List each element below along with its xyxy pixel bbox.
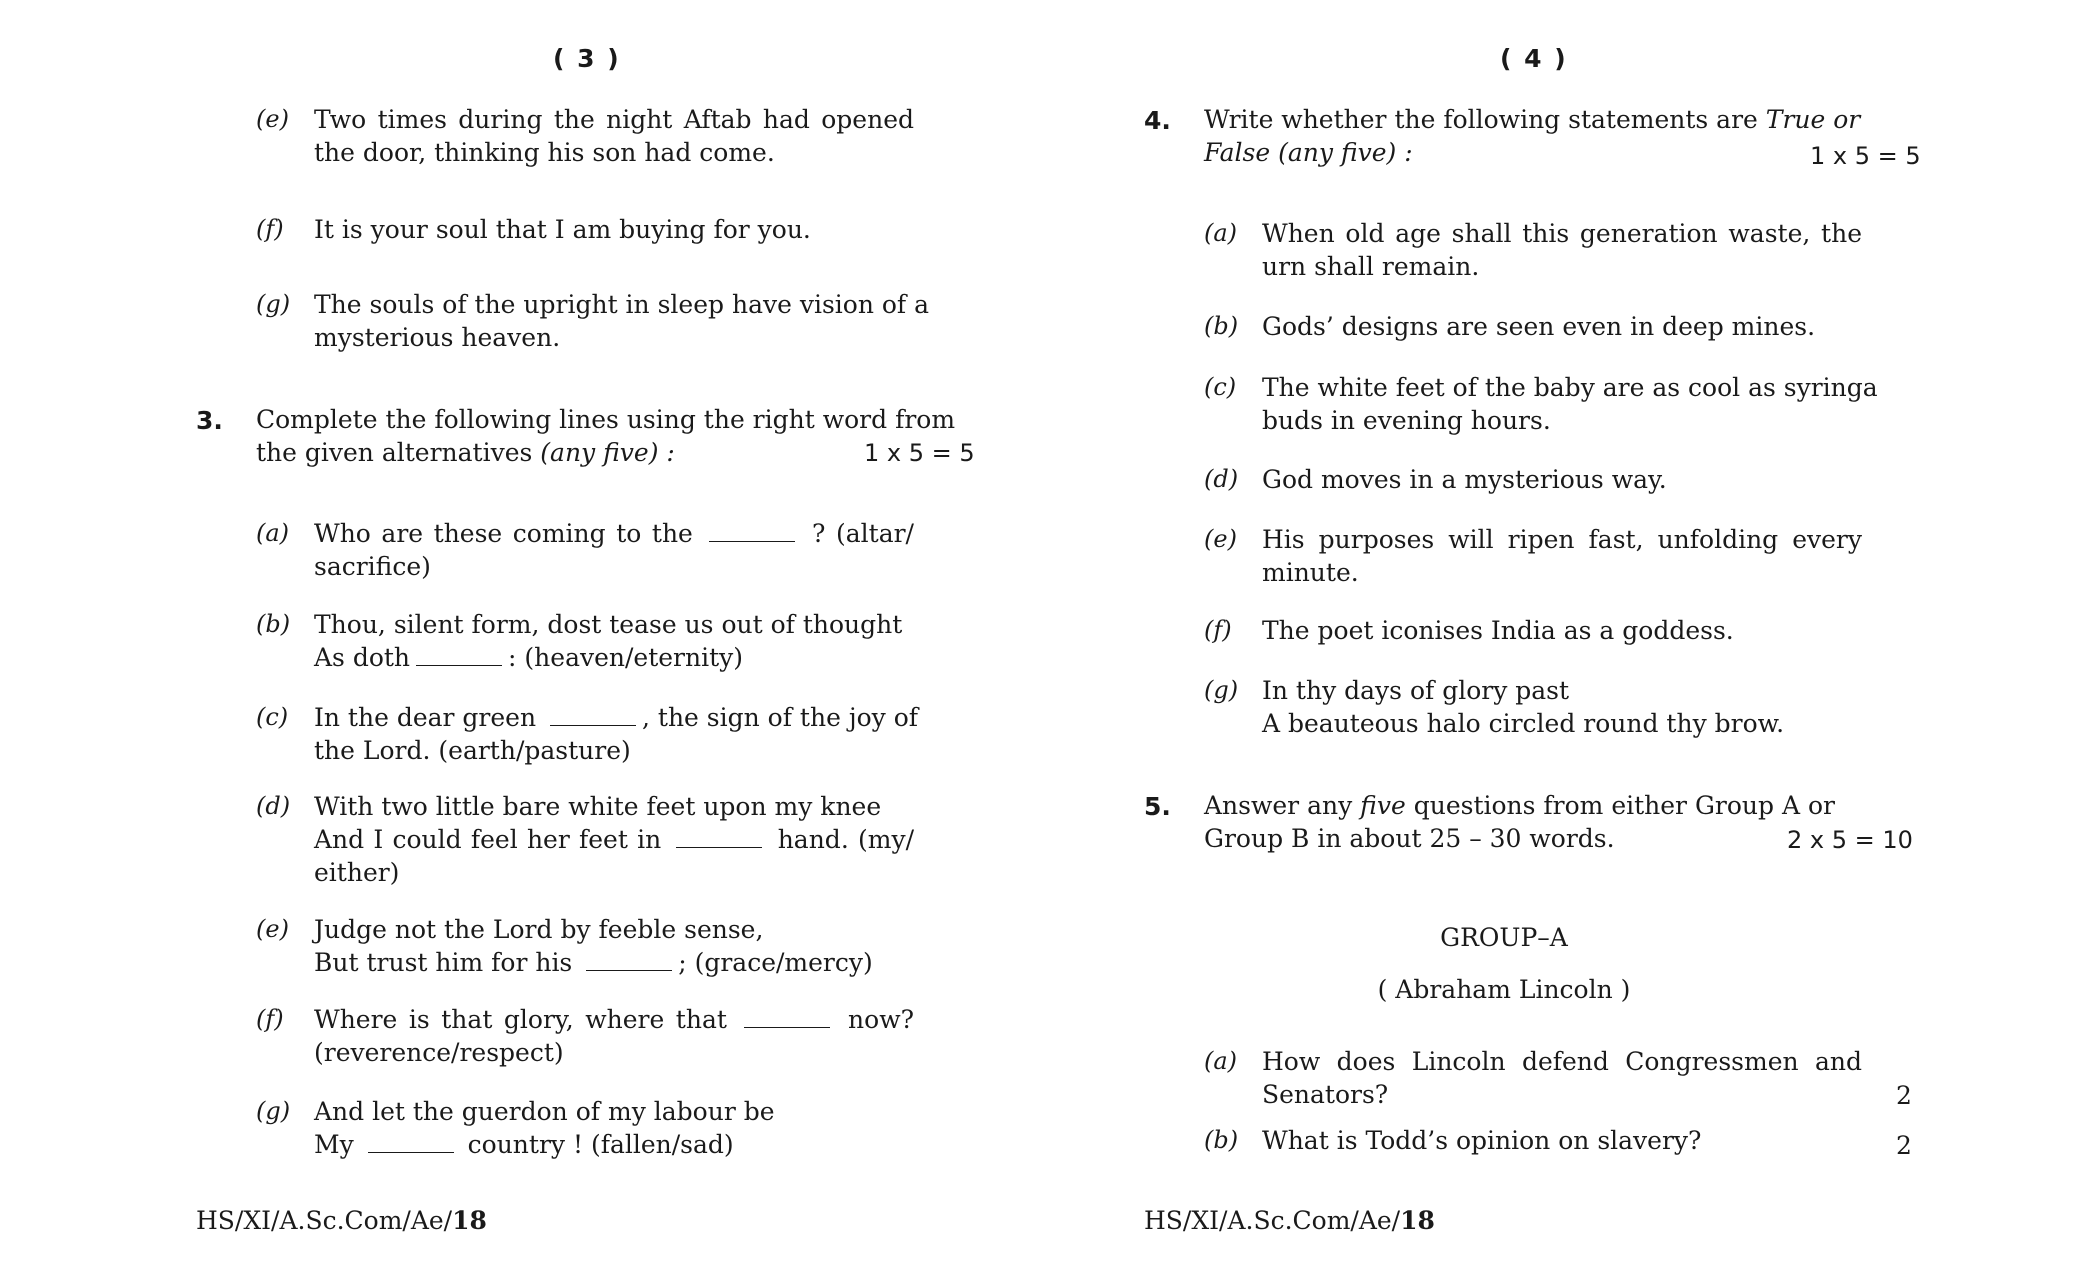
item-marks: 2	[1896, 1081, 1912, 1110]
stem-italic: five	[1360, 791, 1406, 820]
page-number: ( 4 )	[1500, 44, 1568, 73]
item-label: (a)	[1204, 1047, 1238, 1075]
fill-blank	[676, 829, 762, 848]
item-label: (f)	[256, 215, 284, 243]
stem-line: Group B in about 25 – 30 words.	[1204, 824, 1615, 853]
item-label: (c)	[256, 703, 289, 731]
stem-text: Write whether the following statements are	[1204, 105, 1758, 134]
item-text: As doth	[314, 643, 411, 672]
item-text: sacrifice)	[314, 552, 431, 581]
item-text: urn shall remain.	[1262, 252, 1480, 281]
item-label: (d)	[1204, 465, 1239, 493]
item-text: ; (grace/mercy)	[678, 948, 873, 977]
item-text: country ! (fallen/sad)	[467, 1130, 734, 1159]
stem-text: Answer any	[1204, 791, 1353, 820]
item-text: , the sign of the joy of	[642, 703, 918, 732]
item-text: the Lord. (earth/pasture)	[314, 736, 631, 765]
item-text: How does Lincoln defend Congressmen and	[1262, 1047, 1862, 1076]
item-text: hand. (my/	[777, 825, 914, 854]
footer-number: 18	[452, 1206, 487, 1235]
item-label: (f)	[256, 1005, 284, 1033]
fill-blank	[416, 647, 502, 666]
item-text: ? (altar/	[812, 519, 914, 548]
stem-text: the given alternatives	[256, 438, 533, 467]
item-label: (a)	[1204, 219, 1238, 247]
item-label: (b)	[1204, 312, 1239, 340]
item-text: mysterious heaven.	[314, 323, 561, 352]
item-text: Thou, silent form, dost tease us out of thought	[314, 610, 903, 639]
item-text: In the dear green	[314, 703, 537, 732]
item-text: Where is that glory, where that	[314, 1005, 727, 1034]
item-label: (d)	[256, 792, 291, 820]
item-text: With two little bare white feet upon my knee	[314, 792, 882, 821]
fill-blank	[709, 523, 795, 542]
footer-code: HS/XI/A.Sc.Com/Ae/	[196, 1206, 453, 1235]
item-marks: 2	[1896, 1131, 1912, 1160]
stem-text: questions from either Group A or	[1413, 791, 1835, 820]
item-text: And I could feel her feet in	[314, 825, 662, 854]
question-stem	[1204, 103, 1861, 169]
marks: 1 x 5 = 5	[864, 439, 975, 467]
footer-number: 18	[1400, 1206, 1435, 1235]
marks: 2 x 5 = 10	[1787, 826, 1913, 854]
item-text: In thy days of glory past	[1262, 676, 1570, 705]
item-label: (e)	[256, 915, 289, 943]
item-text: the door, thinking his son had come.	[314, 138, 775, 167]
item-text: : (heaven/eternity)	[508, 643, 744, 672]
item-text: The poet iconises India as a goddess.	[1262, 616, 1734, 645]
stem-italic: False (any five) :	[1204, 138, 1413, 167]
item-text: The white feet of the baby are as cool as syringa	[1262, 373, 1878, 402]
stem-line: Complete the following lines using the right word from	[256, 405, 956, 434]
item-text: Gods’ designs are seen even in deep mines.	[1262, 312, 1816, 341]
item-text: Judge not the Lord by feeble sense,	[314, 915, 764, 944]
footer-code: HS/XI/A.Sc.Com/Ae/	[1144, 1206, 1401, 1235]
item-label: (a)	[256, 519, 290, 547]
item-label: (g)	[256, 290, 291, 318]
item-label: (f)	[1204, 616, 1232, 644]
fill-blank	[586, 952, 672, 971]
item-text: What is Todd’s opinion on slavery?	[1262, 1126, 1702, 1155]
item-text: A beauteous halo circled round thy brow.	[1262, 709, 1785, 738]
item-text: His purposes will ripen fast, unfolding every	[1262, 525, 1862, 554]
item-text: But trust him for his	[314, 948, 573, 977]
item-text: Two times during the night Aftab had opened	[314, 105, 914, 134]
item-label: (e)	[256, 105, 289, 133]
item-text: My	[314, 1130, 354, 1159]
group-title: GROUP–A	[1440, 923, 1568, 952]
right-page	[1050, 0, 2100, 1275]
question-number: 3.	[196, 406, 223, 435]
question-stem	[1204, 789, 1835, 855]
fill-blank	[550, 707, 636, 726]
question-number: 5.	[1144, 792, 1171, 821]
item-text: either)	[314, 858, 400, 887]
item-label: (b)	[256, 610, 291, 638]
item-text: It is your soul that I am buying for you.	[314, 215, 811, 244]
page-footer	[1144, 1206, 1435, 1235]
item-text: (reverence/respect)	[314, 1038, 564, 1067]
stem-italic: (any five) :	[540, 438, 675, 467]
item-text: Senators?	[1262, 1080, 1389, 1109]
item-label: (g)	[1204, 676, 1239, 704]
question-number: 4.	[1144, 106, 1171, 135]
item-text: And let the guerdon of my labour be	[314, 1097, 775, 1126]
item-label: (e)	[1204, 525, 1237, 553]
group-subtitle: ( Abraham Lincoln )	[1377, 975, 1631, 1004]
fill-blank	[368, 1134, 454, 1153]
item-text: now?	[848, 1005, 915, 1034]
item-text: The souls of the upright in sleep have vision of a	[314, 290, 930, 319]
stem-italic: True or	[1765, 105, 1861, 134]
item-text: minute.	[1262, 558, 1359, 587]
item-text: When old age shall this generation waste, the	[1262, 219, 1862, 248]
page-footer	[196, 1206, 487, 1235]
item-label: (g)	[256, 1097, 291, 1125]
item-text: God moves in a mysterious way.	[1262, 465, 1667, 494]
page-number: ( 3 )	[553, 44, 621, 73]
item-text: Who are these coming to the	[314, 519, 693, 548]
item-label: (c)	[1204, 373, 1237, 401]
marks: 1 x 5 = 5	[1810, 142, 1921, 170]
item-label: (b)	[1204, 1126, 1239, 1154]
fill-blank	[744, 1009, 830, 1028]
item-text: buds in evening hours.	[1262, 406, 1551, 435]
